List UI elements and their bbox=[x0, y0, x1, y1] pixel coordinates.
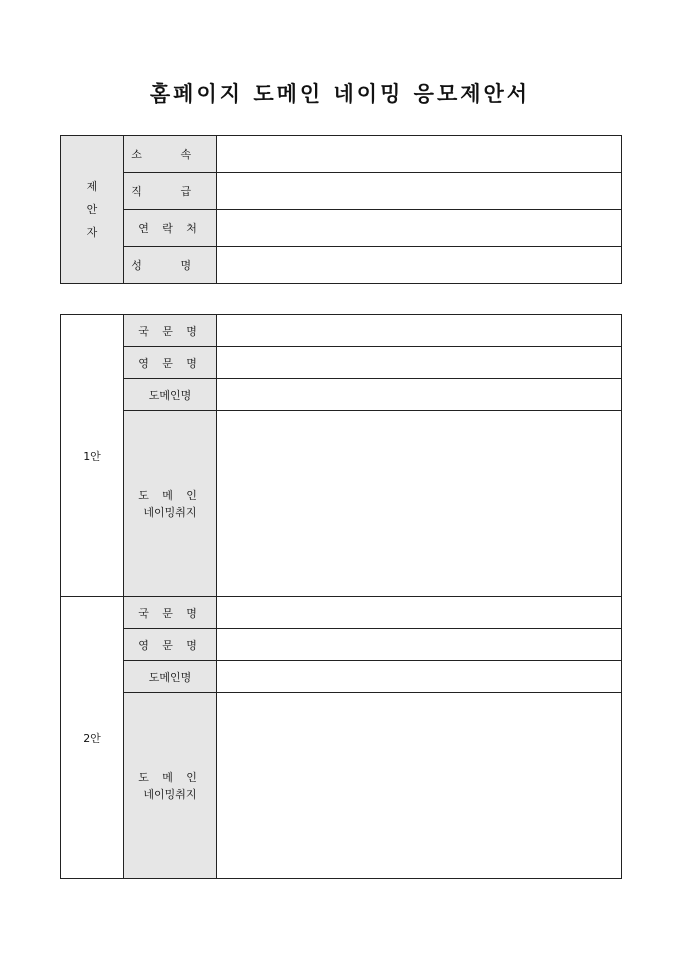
proposal-2-korean-name-field[interactable] bbox=[217, 597, 622, 629]
position-field[interactable] bbox=[217, 173, 622, 210]
proposal-1-korean-name-field[interactable] bbox=[217, 315, 622, 347]
proposal-1-label: 1안 bbox=[61, 315, 124, 597]
proposer-group-label: 제 안 자 bbox=[61, 136, 124, 284]
page-title: 홈페이지 도메인 네이밍 응모제안서 bbox=[149, 81, 531, 106]
contact-field[interactable] bbox=[217, 210, 622, 247]
proposal-2-korean-name-label: 국 문 명 bbox=[124, 597, 217, 629]
name-field[interactable] bbox=[217, 247, 622, 284]
proposal-2-intent-label: 도 메 인 네이밍취지 bbox=[124, 693, 217, 879]
proposal-2-english-name-field[interactable] bbox=[217, 629, 622, 661]
proposal-2-domain-label: 도메인명 bbox=[124, 661, 217, 693]
proposal-1-english-name-field[interactable] bbox=[217, 347, 622, 379]
affiliation-label: 소 속 bbox=[124, 136, 217, 173]
contact-label: 연 락 처 bbox=[124, 210, 217, 247]
proposal-1-domain-label: 도메인명 bbox=[124, 379, 217, 411]
proposal-2-english-name-label: 영 문 명 bbox=[124, 629, 217, 661]
proposal-2-intent-field[interactable] bbox=[217, 693, 622, 879]
proposal-table bbox=[60, 314, 622, 879]
proposal-2-label: 2안 bbox=[61, 597, 124, 879]
proposal-1-domain-field[interactable] bbox=[217, 379, 622, 411]
name-label: 성 명 bbox=[124, 247, 217, 284]
proposal-1-intent-label: 도 메 인 네이밍취지 bbox=[124, 411, 217, 597]
proposer-table bbox=[60, 135, 622, 284]
proposal-1-english-name-label: 영 문 명 bbox=[124, 347, 217, 379]
proposal-2-domain-field[interactable] bbox=[217, 661, 622, 693]
proposal-1-intent-field[interactable] bbox=[217, 411, 622, 597]
proposal-1-korean-name-label: 국 문 명 bbox=[124, 315, 217, 347]
position-label: 직 급 bbox=[124, 173, 217, 210]
affiliation-field[interactable] bbox=[217, 136, 622, 173]
